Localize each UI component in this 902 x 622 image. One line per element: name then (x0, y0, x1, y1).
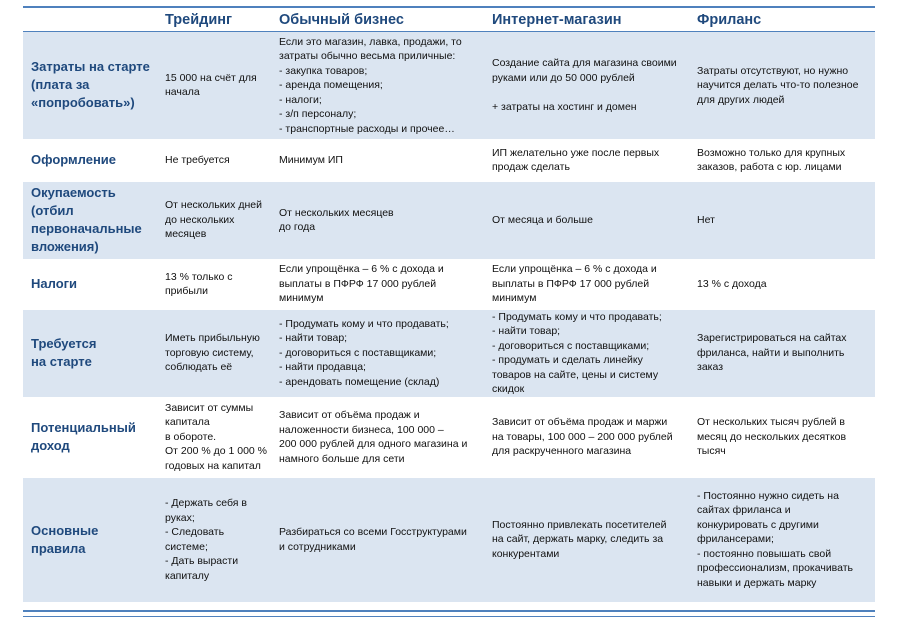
cell-line: минимум (279, 292, 324, 305)
header-online-store: Интернет-магазин (486, 9, 691, 32)
table-cell (159, 397, 273, 478)
cell-line: Затраты отсутствуют, но нужно (697, 64, 849, 77)
row-label-line: «попробовать») (31, 95, 135, 111)
cell-line: фрилансерами; (697, 533, 774, 546)
table-cell (486, 182, 691, 259)
cell-line: минимум (492, 292, 537, 305)
cell-line (492, 85, 685, 100)
cell-line: продаж сделать (492, 161, 570, 173)
header-regular-business: Обычный бизнес (273, 9, 486, 32)
row-label-line: (плата за (31, 77, 90, 93)
header-trading: Трейдинг (159, 9, 273, 32)
table-cell (691, 310, 875, 397)
cell-line: годовых на капитал (165, 459, 261, 472)
cell-line: Разбираться со всеми Госструктурами (279, 526, 467, 538)
table-cell (159, 32, 273, 139)
cell-line: 13 % только с (165, 270, 233, 283)
cell-line: прибыли (165, 285, 208, 297)
cell-line: скидок (492, 383, 525, 395)
cell-line: От нескольких месяцев (279, 206, 394, 219)
cell-line: Зарегистрироваться на сайтах (697, 332, 847, 345)
cell-line: капитала (165, 416, 210, 429)
table-cell (273, 182, 486, 259)
row-label-line: доход (31, 438, 70, 453)
cell-line: фриланса, найти и выполнить (697, 346, 845, 359)
table-cell (486, 478, 691, 602)
table-cell (273, 139, 486, 182)
table-row (23, 259, 875, 310)
cell-line: месяцев (165, 228, 207, 241)
table-cell (273, 310, 486, 397)
cell-line: навыки и держать марку (697, 576, 817, 589)
cell-line: на сайт, держать марку, следить за (492, 533, 664, 546)
row-label-line: Требуется (31, 336, 97, 351)
cell-line: выплаты в ПФРФ 17 000 рублей (279, 277, 437, 290)
cell-line: - договориться с поставщиками; (279, 346, 437, 359)
cell-line: Создание сайта для магазина своими (492, 57, 677, 70)
bottom-rule (23, 610, 875, 612)
table-cell (691, 478, 875, 602)
bottom-rule-thin (23, 616, 875, 617)
cell-line: - налоги; (279, 93, 322, 106)
cell-line: сайтах фриланса и (697, 504, 791, 517)
cell-line: Нет (697, 213, 715, 226)
row-label-line: (отбил (31, 203, 74, 218)
cell-line: тысяч (697, 445, 726, 458)
table-cell (486, 32, 691, 139)
cell-line: в обороте. (165, 430, 217, 443)
cell-line: От месяца и больше (492, 213, 593, 226)
row-label-line: Затраты на старте (31, 59, 150, 75)
row-label-line: Основные правила (31, 522, 99, 556)
cell-line: 200 000 рублей для одного магазина и (279, 438, 468, 450)
cell-line: Минимум ИП (279, 153, 343, 166)
cell-line: - продумать и сделать линейку (492, 354, 643, 366)
cell-line: системе; (165, 540, 208, 553)
header-freelance: Фриланс (691, 9, 875, 32)
cell-line: конкурентами (492, 547, 560, 560)
cell-line: - договориться с поставщиками; (492, 339, 650, 352)
cell-line: соблюдать её (165, 361, 233, 374)
cell-line: руками или до 50 000 рублей (492, 71, 635, 84)
cell-line: затраты обычно весьма приличные: (279, 50, 456, 62)
cell-line: Если это магазин, лавка, продажи, то (279, 35, 462, 48)
cell-line: Иметь прибыльную (165, 332, 260, 345)
cell-line: Зависит от суммы (165, 401, 254, 414)
cell-line: товаров на сайте, цены и систему (492, 368, 659, 381)
table-cell (273, 259, 486, 310)
cell-line: - Продумать кому и что продавать; (492, 310, 662, 323)
table-cell (486, 139, 691, 182)
cell-line: Зависит от объёма продаж и маржи (492, 416, 668, 429)
table-cell (273, 478, 486, 602)
cell-line: до нескольких (165, 213, 235, 226)
cell-line: заказов, работа с юр. лицами (697, 161, 842, 173)
cell-line: Постоянно привлекать посетителей (492, 518, 667, 531)
table-cell (691, 182, 875, 259)
cell-line: - Постоянно нужно сидеть на (697, 489, 839, 502)
cell-line: конкурировать с другими (697, 518, 819, 531)
cell-line: От 200 % до 1 000 % (165, 445, 267, 458)
cell-line: выплаты в ПФРФ 17 000 рублей (492, 277, 650, 290)
table-cell (486, 310, 691, 397)
cell-line: 13 % с дохода (697, 277, 767, 290)
table-cell (159, 259, 273, 310)
cell-line: наложенности бизнеса, 100 000 – (279, 423, 444, 436)
table-cell (486, 397, 691, 478)
table-cell (159, 182, 273, 259)
row-label-line: на старте (31, 354, 92, 369)
row-label (23, 397, 159, 478)
cell-line: руках; (165, 511, 195, 524)
cell-line: на товары, 100 000 – 200 000 рублей (492, 430, 673, 443)
cell-line: Если упрощёнка – 6 % с дохода и (492, 263, 657, 276)
table-row (23, 139, 875, 182)
table-cell (159, 139, 273, 182)
top-rule (23, 6, 875, 8)
table-cell (486, 259, 691, 310)
cell-line: - арендовать помещение (склад) (279, 375, 440, 388)
cell-line: Зависит от объёма продаж и (279, 409, 420, 421)
cell-line: - з/п персоналу; (279, 108, 357, 120)
row-label-line: Оформление (31, 152, 117, 167)
cell-line: + затраты на хостинг и домен (492, 100, 637, 113)
table-cell (273, 397, 486, 478)
cell-line: От нескольких тысяч рублей в (697, 416, 845, 429)
cell-line: капиталу (165, 569, 210, 582)
table-row (23, 182, 875, 259)
cell-line: - Продумать кому и что продавать; (279, 317, 449, 330)
table-cell (159, 478, 273, 602)
table-cell (691, 397, 875, 478)
table-cell (691, 139, 875, 182)
cell-line: ИП желательно уже после первых (492, 146, 660, 159)
table-cell (691, 259, 875, 310)
header-empty (23, 9, 159, 32)
table-cell (273, 32, 486, 139)
cell-line: и сотрудниками (279, 540, 356, 553)
cell-line: - найти товар; (492, 325, 561, 337)
cell-line: - Дать вырасти (165, 555, 239, 567)
row-label-line: Потенциальный (31, 420, 136, 435)
cell-line: для раскрученного магазина (492, 445, 632, 458)
row-label (23, 32, 159, 139)
cell-line: - транспортные расходы и прочее… (279, 122, 455, 135)
row-label-line: Налоги (31, 276, 78, 291)
cell-line: - найти товар; (279, 332, 348, 345)
row-label-line: Окупаемость (31, 185, 116, 200)
cell-line: научится делать что-то полезное (697, 79, 859, 91)
comparison-table (23, 9, 875, 602)
table-row (23, 32, 875, 139)
cell-line: заказ (697, 361, 724, 374)
cell-line: Не требуется (165, 153, 230, 166)
cell-line: начала (165, 86, 200, 99)
cell-line: - Держать себя в (165, 497, 247, 509)
table-cell (691, 32, 875, 139)
table-row (23, 310, 875, 397)
cell-line: - постоянно повышать свой (697, 547, 832, 560)
row-label-line: вложения) (31, 239, 99, 254)
cell-line: Если упрощёнка – 6 % с дохода и (279, 263, 444, 276)
row-label (23, 310, 159, 397)
row-label (23, 259, 159, 310)
cell-line: до года (279, 221, 316, 233)
table-row (23, 397, 875, 478)
row-label-line: первоначальные (31, 221, 142, 236)
cell-line: Возможно только для крупных (697, 146, 846, 159)
table-row (23, 478, 875, 602)
cell-line: профессионализм, прокачивать (697, 562, 854, 575)
cell-line: для других людей (697, 93, 785, 106)
table-cell (159, 310, 273, 397)
cell-line: месяц до нескольких десятков (697, 430, 847, 443)
cell-line: торговую систему, (165, 346, 254, 359)
row-label (23, 478, 159, 602)
cell-line: - закупка товаров; (279, 64, 368, 77)
cell-line: - Следовать (165, 526, 225, 538)
row-label (23, 182, 159, 259)
header-row (23, 9, 875, 32)
cell-line: намного больше для сети (279, 452, 405, 465)
cell-line: От нескольких дней (165, 199, 262, 212)
row-label (23, 139, 159, 182)
cell-line: - найти продавца; (279, 361, 366, 374)
cell-line: 15 000 на счёт для (165, 71, 257, 84)
cell-line: - аренда помещения; (279, 79, 383, 91)
